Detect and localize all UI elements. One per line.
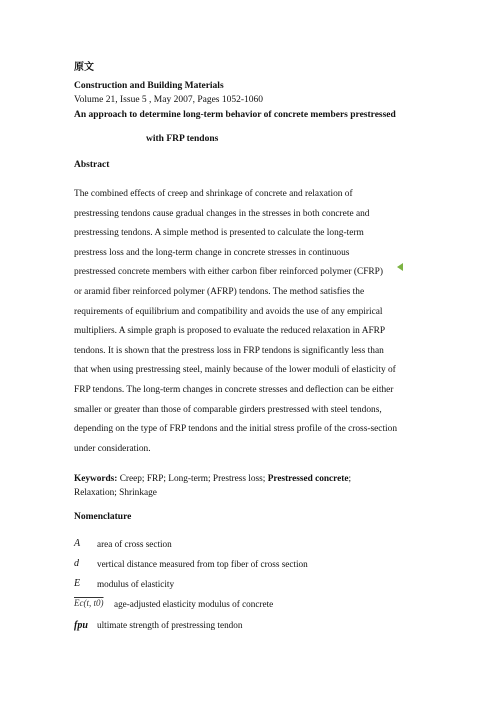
title-line2: with FRP tendons — [146, 134, 219, 144]
abstract-body — [74, 185, 424, 459]
abstract-line: multipliers. A simple graph is proposed to evaluate the reduced relaxation in AFRP — [74, 326, 386, 337]
keywords-line1 — [74, 474, 351, 484]
nomenclature-definition-special: age-adjusted elasticity modulus of concrete — [114, 599, 274, 609]
nomenclature-definition: vertical distance measured from top fiber of cross section — [97, 559, 308, 569]
nomenclature-symbol: A — [74, 538, 81, 549]
keywords-text-end: ; — [348, 474, 352, 484]
triangle-left-marker-icon — [397, 263, 403, 271]
abstract-line: or aramid fiber reinforced polymer (AFRP) tendons. The method satisfies the — [74, 286, 365, 297]
nomenclature-definition: modulus of elasticity — [97, 579, 175, 589]
abstract-line: prestressed concrete members with either carbon fiber reinforced polymer (CFRP) — [74, 267, 384, 278]
nomenclature-symbol: E — [74, 578, 81, 589]
abstract-line: prestressing tendons cause gradual changes in the stresses in both concrete and — [74, 208, 370, 219]
abstract-line: smaller or greater than those of comparable girders prestressed with steel tendons, — [74, 404, 382, 415]
abstract-line: under consideration. — [74, 443, 151, 454]
nomenclature-symbol: d — [74, 558, 79, 569]
abstract-line: The combined effects of creep and shrinkage of concrete and relaxation of — [74, 189, 353, 199]
keywords-text: Creep; FRP; Long-term; Prestress loss; — [117, 474, 268, 484]
nomenclature-definition: area of cross section — [97, 539, 172, 549]
nomenclature-symbol: fpu — [74, 620, 88, 631]
nomenclature-heading: Nomenclature — [74, 512, 132, 522]
nomenclature-definition: ultimate strength of prestressing tendon — [97, 620, 243, 630]
abstract-line: prestressing tendons. A simple method is presented to calculate the long-term — [74, 228, 364, 239]
keywords-line2: Relaxation; Shrinkage — [74, 488, 157, 498]
abstract-line: requirements of equilibrium and compatibility and avoids the use of any empirical — [74, 306, 383, 317]
abstract-line: tendons. It is shown that the prestress loss in FRP tendons is significantly less than — [74, 345, 384, 356]
journal-volume: Volume 21, Issue 5 , May 2007, Pages 1052-1060 — [74, 95, 264, 105]
keywords-bold-term: Prestressed concrete — [267, 474, 349, 484]
abstract-line: that when using prestressing steel, mainly because of the lower moduli of elasticity of — [74, 365, 396, 376]
abstract-line: FRP tendons. The long-term changes in concrete stresses and deflection can be either — [74, 384, 394, 395]
journal-name: Construction and Building Materials — [74, 81, 224, 91]
title-line1: An approach to determine long-term behavior of concrete members prestressed — [74, 110, 396, 120]
heading: 原文 — [74, 62, 94, 73]
abstract-line: depending on the type of FRP tendons and the initial stress profile of the cross-section — [74, 424, 398, 435]
abstract-heading: Abstract — [74, 160, 110, 170]
abstract-line: prestress loss and the long-term change in concrete stresses in continuous — [74, 247, 350, 258]
keywords-label: Keywords: — [74, 474, 118, 484]
nomenclature-symbol-special: Ec(t, t0) — [74, 598, 104, 608]
